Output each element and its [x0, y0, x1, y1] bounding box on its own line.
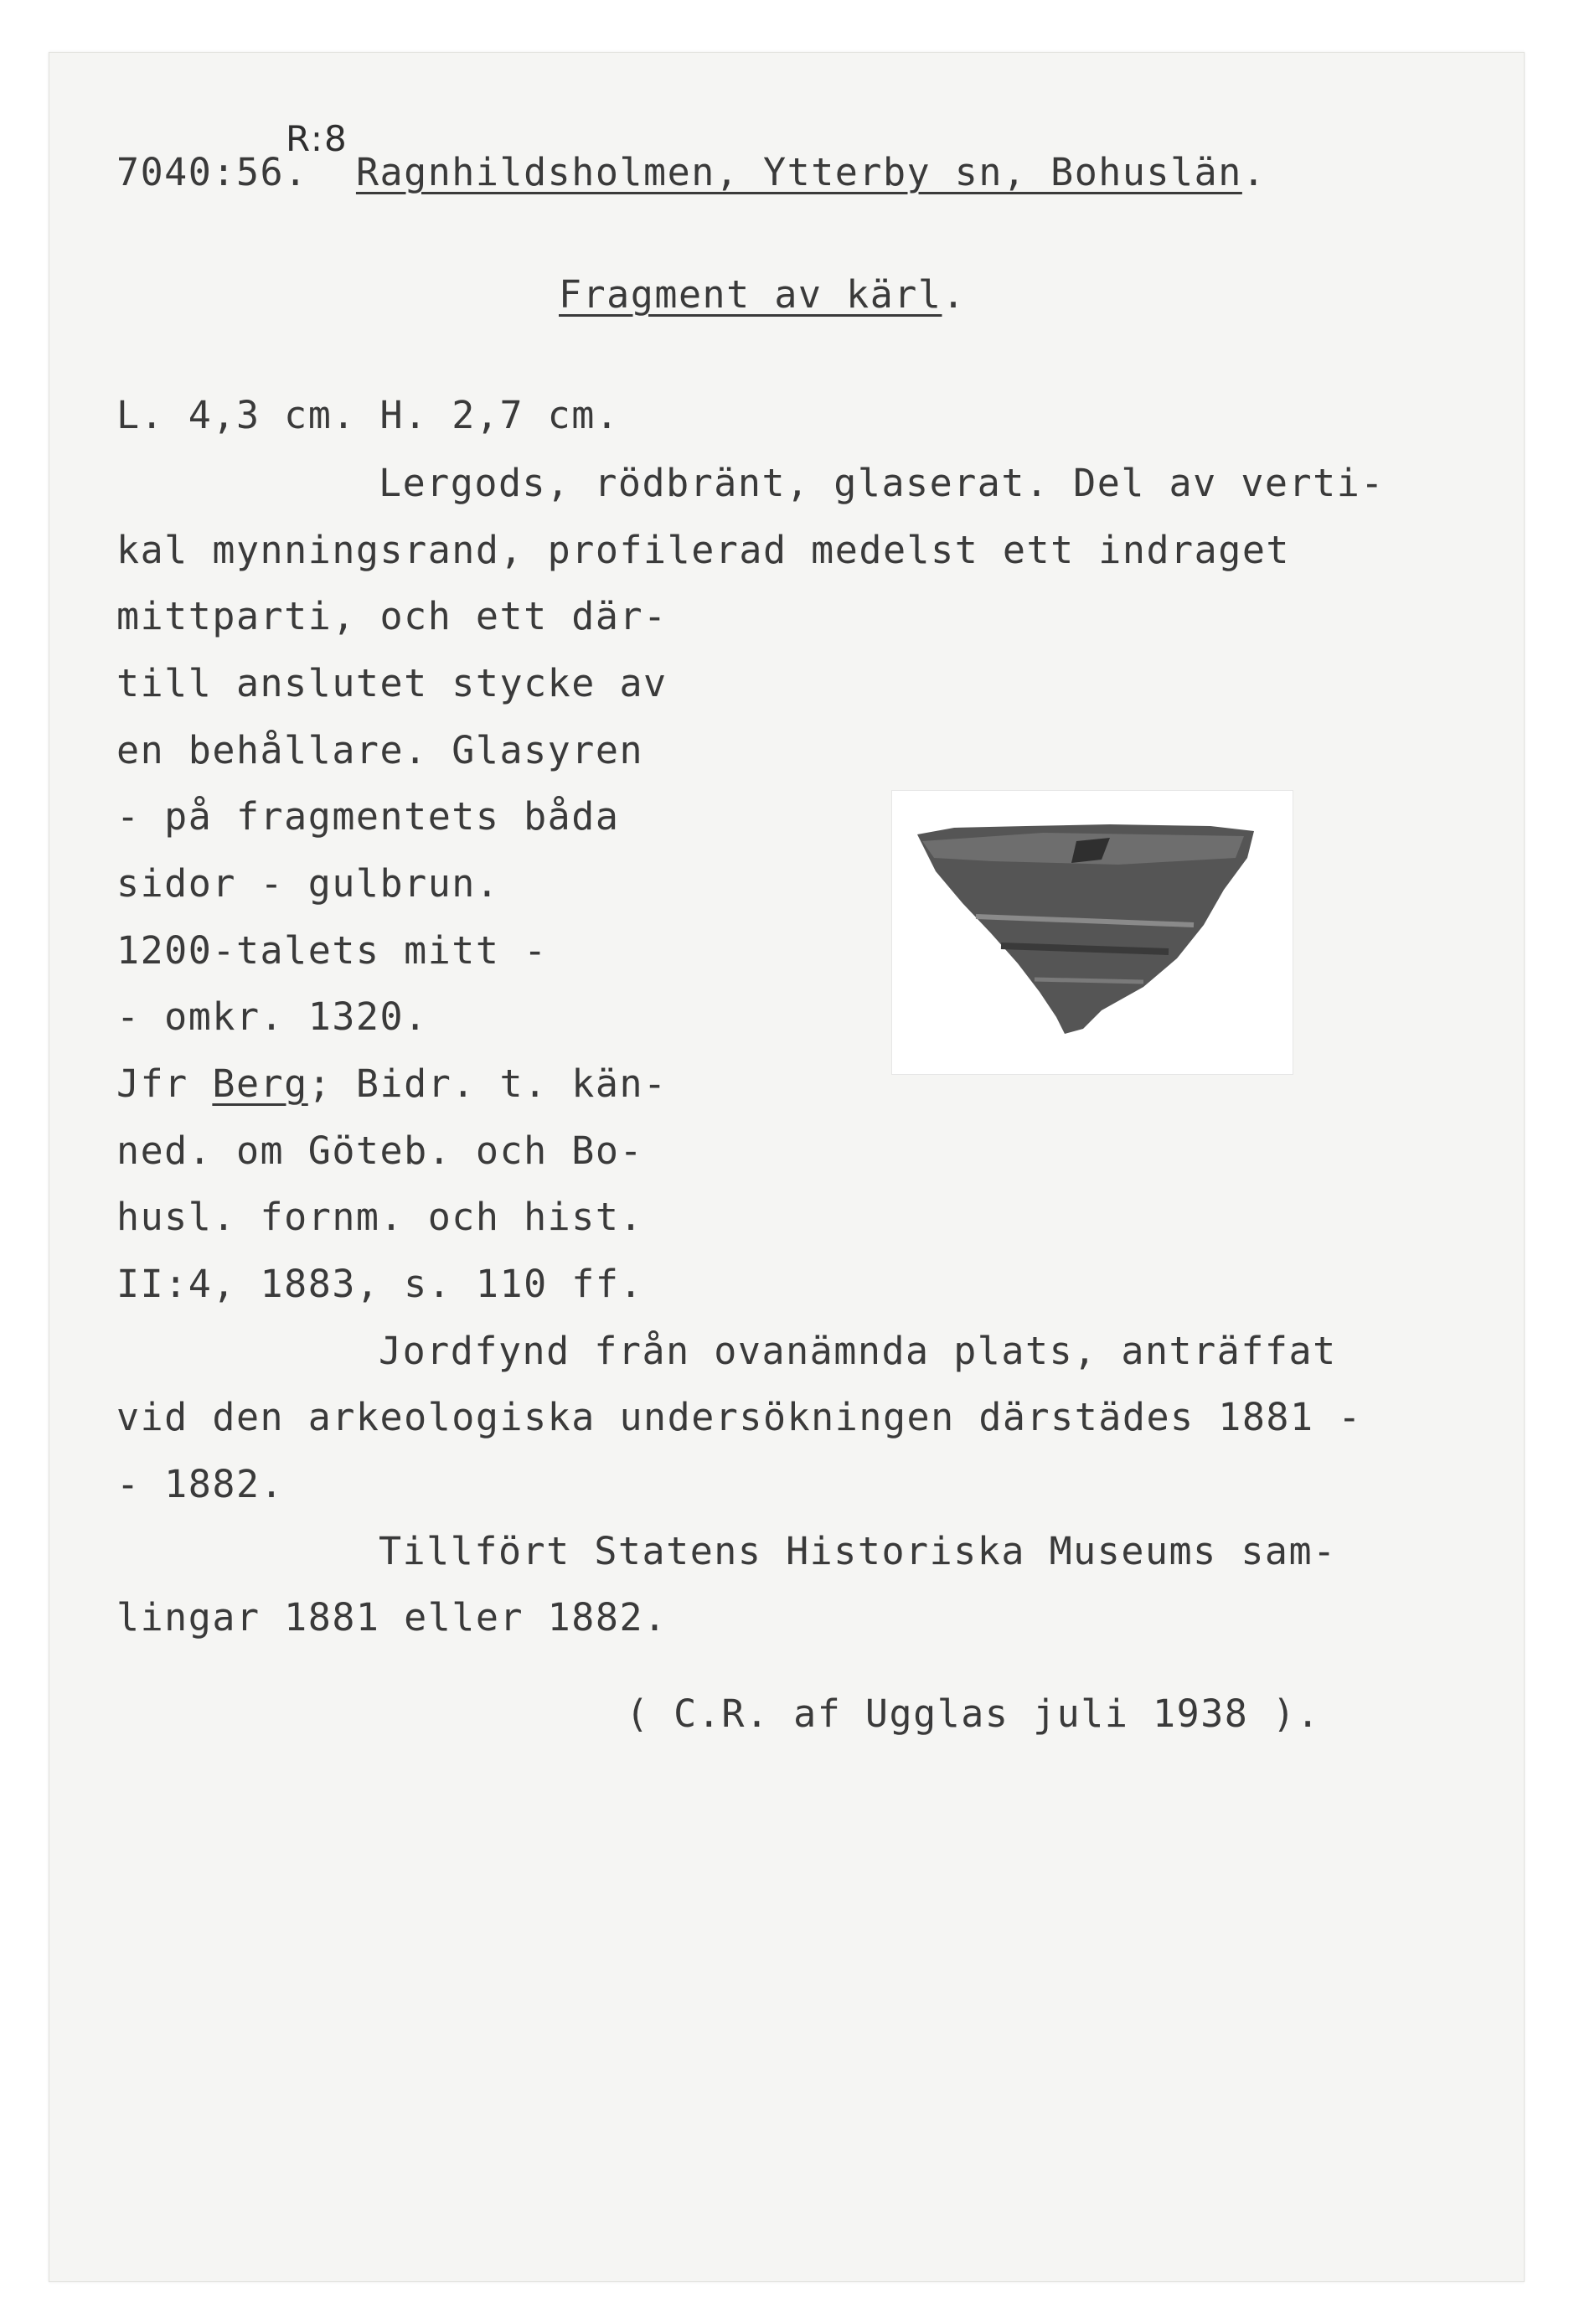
desc-line: till anslutet stycke av: [116, 661, 668, 705]
signature: ( C.R. af Ugglas juli 1938 ).: [626, 1691, 1321, 1736]
acquisition-line: lingar 1881 eller 1882.: [116, 1595, 668, 1640]
ref-author: Berg: [212, 1061, 308, 1106]
object-title-end: .: [942, 272, 967, 317]
desc-line: kal mynningsrand, profilerad medelst ett indraget: [116, 528, 1291, 572]
header-line: [116, 150, 1267, 194]
measurements: L. 4,3 cm. H. 2,7 cm.: [116, 393, 620, 437]
reference-line: husl. fornm. och hist.: [116, 1195, 644, 1239]
location: Ragnhildsholmen, Ytterby sn, Bohuslän: [355, 150, 1242, 194]
acquisition-line: Tillfört Statens Historiska Museums sam-: [379, 1529, 1337, 1573]
find-line: vid den arkeologiska undersökningen därstädes 1881 -: [116, 1395, 1362, 1439]
reference-line: [116, 1061, 668, 1106]
handwritten-number: R:8: [286, 118, 348, 159]
find-line: Jordfynd från ovanämnda plats, anträffat: [379, 1329, 1337, 1373]
pottery-fragment-icon: [892, 791, 1293, 1074]
object-title: Fragment av kärl: [559, 272, 942, 317]
pottery-fragment-photo: [891, 790, 1293, 1075]
desc-line: sidor - gulbrun.: [116, 861, 500, 906]
desc-line: 1200-talets mitt -: [116, 928, 548, 973]
ref-prefix: Jfr: [116, 1061, 213, 1106]
desc-line: - på fragmentets båda: [116, 794, 620, 839]
reference-line: II:4, 1883, s. 110 ff.: [116, 1262, 644, 1306]
desc-line: en behållare. Glasyren: [116, 728, 644, 772]
location-end: .: [1241, 150, 1267, 194]
catalog-number: 7040:56.: [116, 150, 308, 194]
desc-line: - omkr. 1320.: [116, 994, 428, 1039]
find-line: - 1882.: [116, 1462, 285, 1506]
catalog-card: [49, 52, 1525, 2282]
desc-line: Lergods, rödbränt, glaserat. Del av verti-: [379, 461, 1385, 505]
desc-line: mittparti, och ett där-: [116, 594, 668, 638]
object-title-line: [559, 272, 967, 317]
reference-line: ned. om Göteb. och Bo-: [116, 1128, 644, 1173]
ref-rest: ; Bidr. t. kän-: [307, 1061, 668, 1106]
